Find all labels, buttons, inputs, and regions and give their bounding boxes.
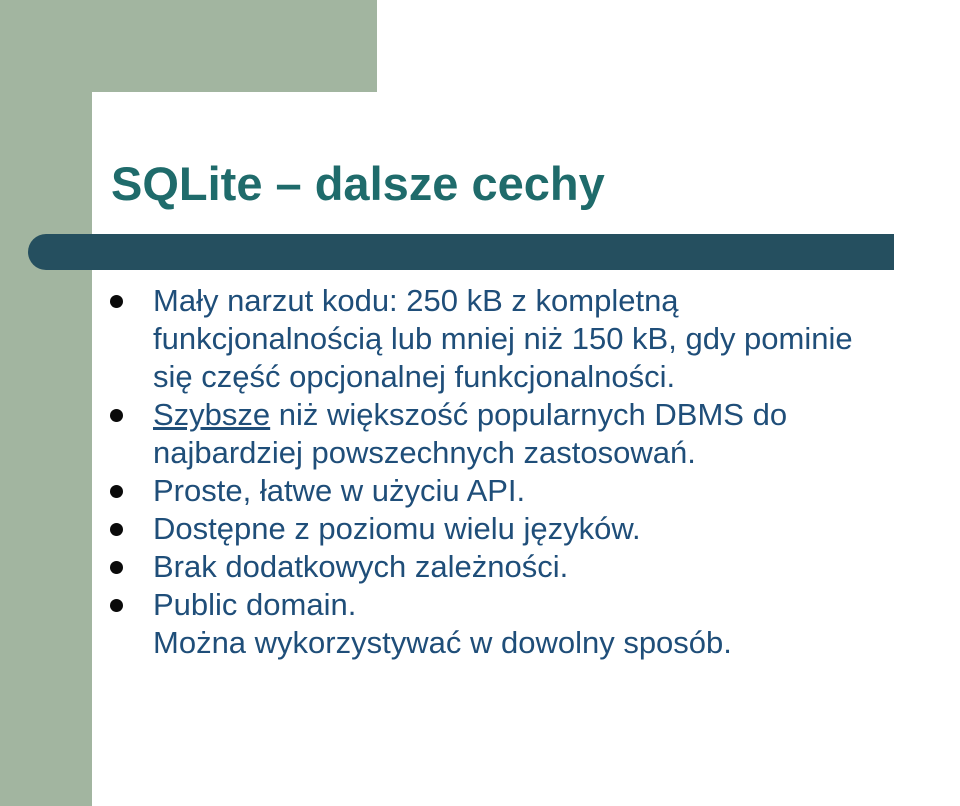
bullet-item-api <box>100 472 958 510</box>
slide-title: SQLite – dalsze cechy <box>111 157 605 210</box>
accent-band-top <box>0 0 377 92</box>
bullet-line: Można wykorzystywać w dowolny sposób. <box>153 625 732 660</box>
bullet-line <box>153 396 958 434</box>
bullet-dot-icon <box>110 599 123 612</box>
speed-link[interactable]: Szybsze <box>153 397 271 432</box>
bullet-line-text: niż większość popularnych DBMS do <box>270 397 788 432</box>
accent-band-left <box>0 0 92 806</box>
bullet-line: Public domain. <box>153 587 357 622</box>
bullet-item-speed <box>100 396 958 472</box>
title-divider-bar <box>28 234 894 270</box>
bullet-item-dependencies <box>100 548 958 586</box>
bullet-item-code-size <box>100 282 958 396</box>
bullet-item-languages <box>100 510 958 548</box>
bullet-dot-icon <box>110 409 123 422</box>
bullet-line: Proste, łatwe w użyciu API. <box>153 473 526 508</box>
bullet-dot-icon <box>110 485 123 498</box>
bullet-dot-icon <box>110 523 123 536</box>
bullet-line: funkcjonalnością lub mniej niż 150 kB, gdy pominie <box>153 321 853 356</box>
bullet-item-license <box>100 586 958 662</box>
bullet-line: Mały narzut kodu: 250 kB z kompletną <box>153 283 679 318</box>
bullet-dot-icon <box>110 561 123 574</box>
bullet-dot-icon <box>110 295 123 308</box>
bullet-list <box>100 282 958 662</box>
bullet-line: najbardziej powszechnych zastosowań. <box>153 435 696 470</box>
bullet-line: Brak dodatkowych zależności. <box>153 549 569 584</box>
bullet-line: się część opcjonalnej funkcjonalności. <box>153 359 676 394</box>
bullet-line: Dostępne z poziomu wielu języków. <box>153 511 641 546</box>
